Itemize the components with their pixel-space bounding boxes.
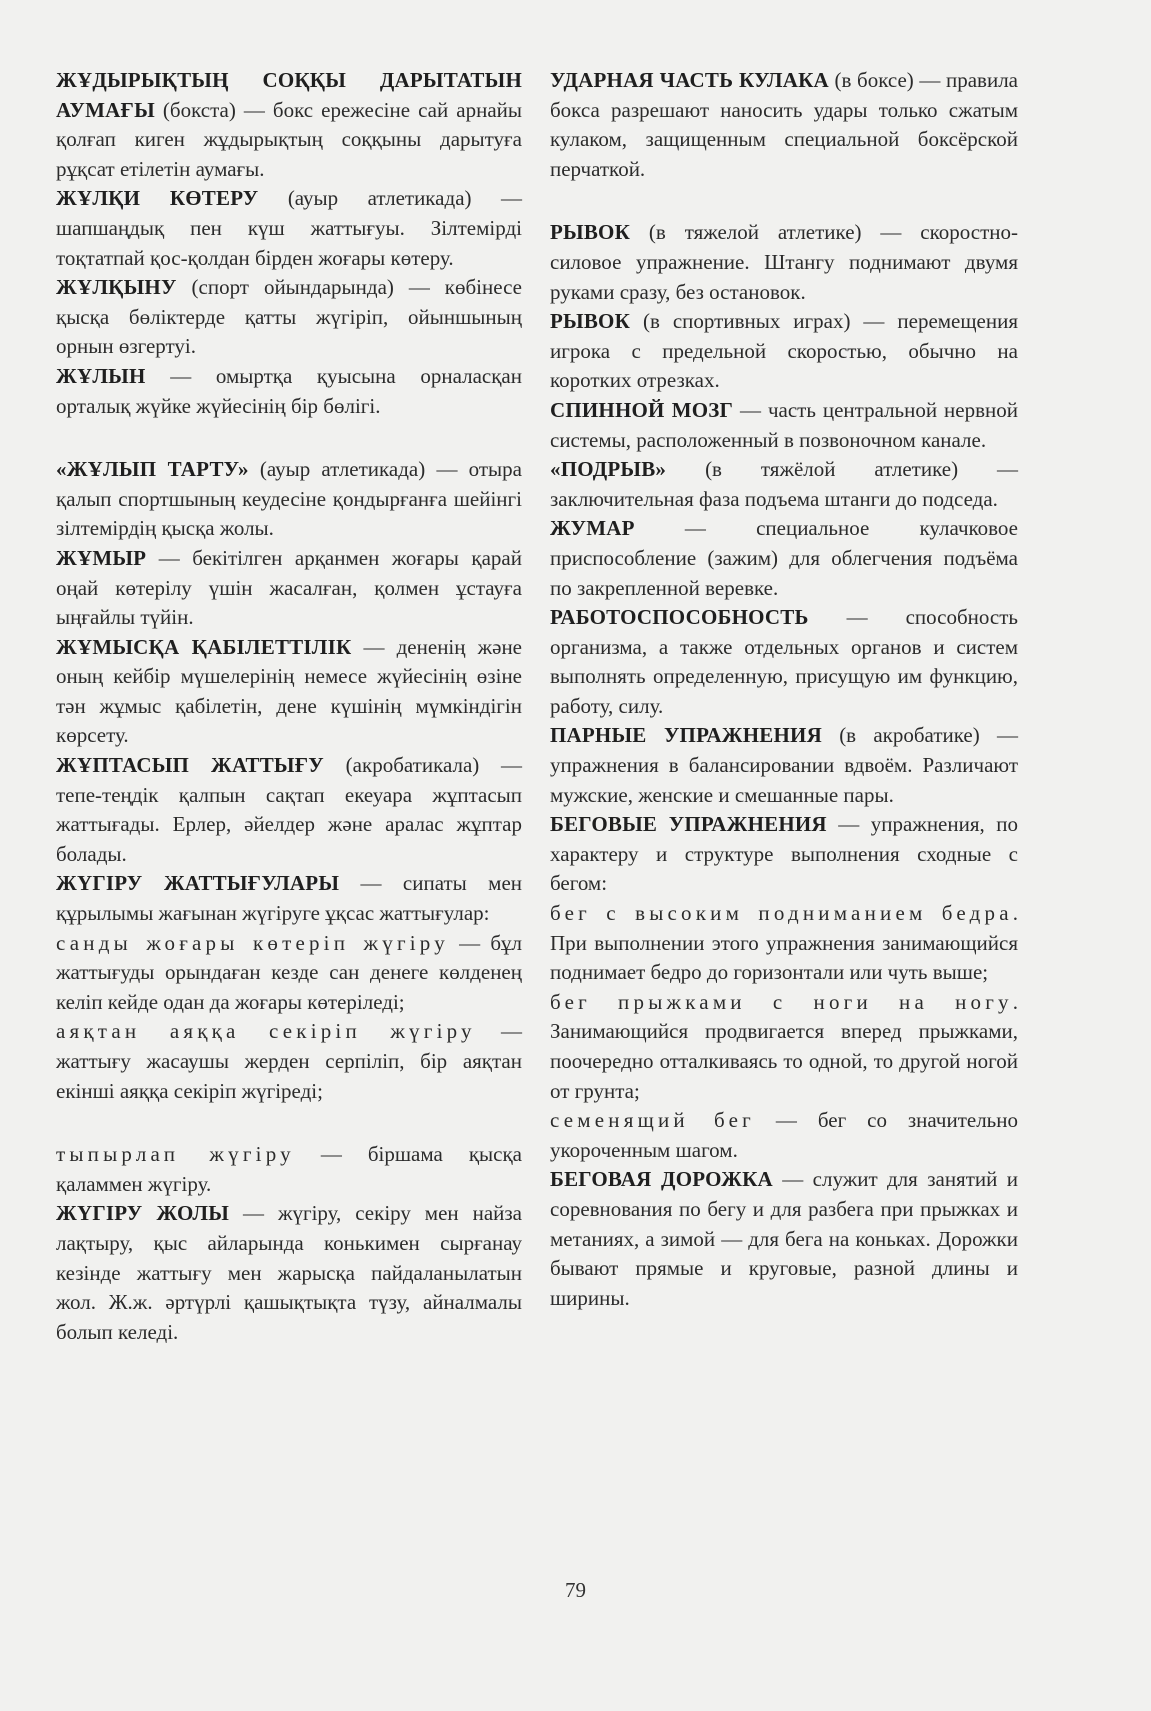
- entry: [550, 721, 1018, 810]
- sub-entry: [56, 1140, 522, 1199]
- entry: [56, 362, 522, 421]
- entry-definition: — омыртқа қуысына орналасқан орталық жүйке жүйесінің бір бөлігі.: [56, 363, 522, 418]
- sub-entry-term: бег с высоким подниманием бедра: [550, 901, 1013, 926]
- entry-definition: — часть центральной нервной системы, расположенный в позвоночном канале.: [550, 397, 1018, 452]
- entry: [56, 751, 522, 869]
- entry-term: «ПОДРЫВ»: [550, 457, 667, 482]
- entry-term: ЖҮГІРУ ЖАТТЫҒУЛАРЫ: [56, 871, 340, 896]
- entry-definition: — способность организма, а также отдельных органов и систем выполнять определенную, присущую им функцию, работу, силу.: [550, 605, 1018, 718]
- entry: [56, 1199, 522, 1347]
- entry-term: РАБОТОСПОСОБНОСТЬ: [550, 605, 809, 630]
- sub-entry: [550, 1106, 1018, 1165]
- entry: [550, 218, 1018, 307]
- sub-entry-term: тыпырлап жүгіру: [56, 1142, 295, 1167]
- entry: [56, 66, 522, 184]
- entry-term: ЖҰЛЫН: [56, 363, 146, 388]
- sub-entry-term: санды жоғары көтеріп жүгіру: [56, 930, 449, 955]
- entry: [56, 184, 522, 273]
- entry-definition: (ауыр атлетикада) — шапшаңдық пен күш жаттығуы. Зілтемірді тоқтатпай қос-қолдан бірден жоғары көтеру.: [56, 186, 522, 270]
- entry-definition: (в боксе) — правила бокса разрешают наносить удары только сжатым кулаком, защищенным специальной боксёрской перчаткой.: [550, 68, 1019, 181]
- entry-definition: . Занимающийся продвигается вперед прыжками, поочередно отталкиваясь то одной, то другой ногой от грунта;: [550, 989, 1018, 1103]
- entry-definition: — жүгіру, секіру мен найза лақтыру, қыс айларында конькимен сырғанау кезінде жаттығу мен жарысқа пайдаланылатын жол. Ж.ж. әртүрлі қашықтықта түзу, айналмалы болып келеді.: [56, 1201, 522, 1344]
- entry-term: ЖҰПТАСЫП ЖАТТЫҒУ: [56, 753, 324, 778]
- entry-definition: — сипаты мен құрылымы жағынан жүгіруге ұқсас жаттығулар:: [56, 871, 523, 926]
- entry: [56, 273, 522, 362]
- entry-term: ЖҮГІРУ ЖОЛЫ: [56, 1201, 230, 1226]
- sub-entry-term: аяқтан аяққа секіріп жүгіру: [56, 1019, 476, 1044]
- right-column: [550, 66, 1018, 1313]
- entry-definition: (акробатикала) — тепе-теңдік қалпын сақтап екеуара жұптасып жаттығады. Ерлер, әйелдер және аралас жұптар болады.: [56, 753, 523, 866]
- entry: [550, 514, 1018, 603]
- entry-definition: (ауыр атлетикада) — отыра қалып спортшының кеудесіне қондырғанға шейінгі зілтемірдің қысқа жолы.: [56, 457, 522, 541]
- entry-term: РЫВОК: [550, 220, 631, 245]
- entry-definition: — специальное кулачковое приспособление (зажим) для облегчения подъёма по закрепленной веревке.: [550, 516, 1018, 600]
- entry-definition: (в акробатике) — упражнения в балансировании вдвоём. Различают мужские, женские и смешанные пары.: [550, 723, 1018, 807]
- entry-definition: — упражнения, по характеру и структуре выполнения сходные с бегом:: [550, 812, 1018, 896]
- page-number: 79: [565, 1578, 586, 1602]
- sub-entry: [550, 899, 1018, 988]
- left-column: [56, 66, 522, 1347]
- entry-term: БЕГОВАЯ ДОРОЖКА: [550, 1167, 773, 1192]
- entry-definition: (бокста) — бокс ережесіне сай арнайы қолғап киген жұдырықтың соққыны дарытуға рұқсат етілетін аумағы.: [56, 97, 522, 181]
- entry-definition: — дененің және оның кейбір мүшелерінің немесе жүйесінің өзіне тән жұмыс қабілетін, дене күшінің мүмкіндігін көрсету.: [56, 634, 523, 748]
- entry-term: ЖУМАР: [550, 516, 635, 541]
- entry-term: ПАРНЫЕ УПРАЖНЕНИЯ: [550, 723, 822, 748]
- entry-definition: — бег со значительно укороченным шагом.: [550, 1108, 1018, 1162]
- entry-term: ЖҰЛҚИ КӨТЕРУ: [56, 186, 259, 211]
- entry-term: УДАРНАЯ ЧАСТЬ КУЛАКА: [550, 68, 829, 92]
- entry-definition: — служит для занятий и соревнования по бегу и для разбега при прыжках и метаниях, а зимой — для бега на коньках. Дорожки бывают прямые и круговые, разной длины и ширины.: [550, 1167, 1018, 1310]
- entry-term: ЖҰЛҚЫНУ: [56, 275, 177, 300]
- sub-entry-term: семенящий бег: [550, 1108, 755, 1133]
- entry: [550, 455, 1018, 514]
- entry: [550, 396, 1018, 455]
- entry: [56, 544, 522, 633]
- entry-term: СПИННОЙ МОЗГ: [550, 397, 734, 422]
- sub-entry: [550, 988, 1018, 1106]
- entry: [550, 810, 1018, 899]
- entry-term: ЖҰМЫСҚА ҚАБІЛЕТТІЛІК: [56, 634, 352, 659]
- entry: [56, 633, 522, 751]
- entry-definition: — жаттығу жасаушы жерден серпіліп, бір аяқтан екінші аяққа секіріп жүгіреді;: [56, 1019, 522, 1103]
- entry: [550, 66, 1018, 184]
- entry-definition: (спорт ойындарында) — көбінесе қысқа бөліктерде қатты жүгіріп, ойыншының орнын өзгертуі.: [56, 275, 522, 359]
- entry-term: ЖҰМЫР: [56, 545, 147, 570]
- entry: [550, 1165, 1018, 1313]
- entry-definition: (в тяжелой атлетике) — скоростно-силовое упражнение. Штангу поднимают двумя руками сразу, без остановок.: [550, 220, 1018, 304]
- entry-definition: — бекітілген арқанмен жоғары қарай оңай көтерілу үшін жасалған, қолмен ұстауға ыңғайлы түйін.: [56, 545, 522, 630]
- entry-definition: (в спортивных играх) — перемещения игрока с предельной скоростью, обычно на коротких отрезках.: [550, 309, 1018, 393]
- entry-definition: — бұл жаттығуды орындаған кезде сан денеге көлденең келіп кейде одан да жоғары көтеріледі;: [56, 930, 522, 1014]
- sub-entry: [56, 1017, 522, 1106]
- entry-term: «ЖҰЛЫП ТАРТУ»: [56, 457, 249, 482]
- entry: [56, 455, 522, 544]
- entry-term: БЕГОВЫЕ УПРАЖНЕНИЯ: [550, 812, 827, 837]
- entry-definition: — біршама қысқа қаламмен жүгіру.: [56, 1142, 522, 1196]
- entry: [56, 869, 522, 928]
- sub-entry: [56, 929, 522, 1018]
- entry-definition: (в тяжёлой атлетике) — заключительная фаза подъема штанги до подседа.: [550, 457, 1018, 511]
- entry: [550, 307, 1018, 396]
- entry-term: ЖҰДЫРЫҚТЫҢ СОҚҚЫ ДАРЫТАТЫН АУМАҒЫ: [56, 68, 522, 122]
- entry-term: РЫВОК: [550, 309, 631, 334]
- entry-definition: . При выполнении этого упражнения занимающийся поднимает бедро до горизонтали или чуть выше;: [550, 901, 1018, 985]
- entry: [550, 603, 1018, 721]
- sub-entry-term: бег прыжками с ноги на ногу: [550, 989, 1013, 1014]
